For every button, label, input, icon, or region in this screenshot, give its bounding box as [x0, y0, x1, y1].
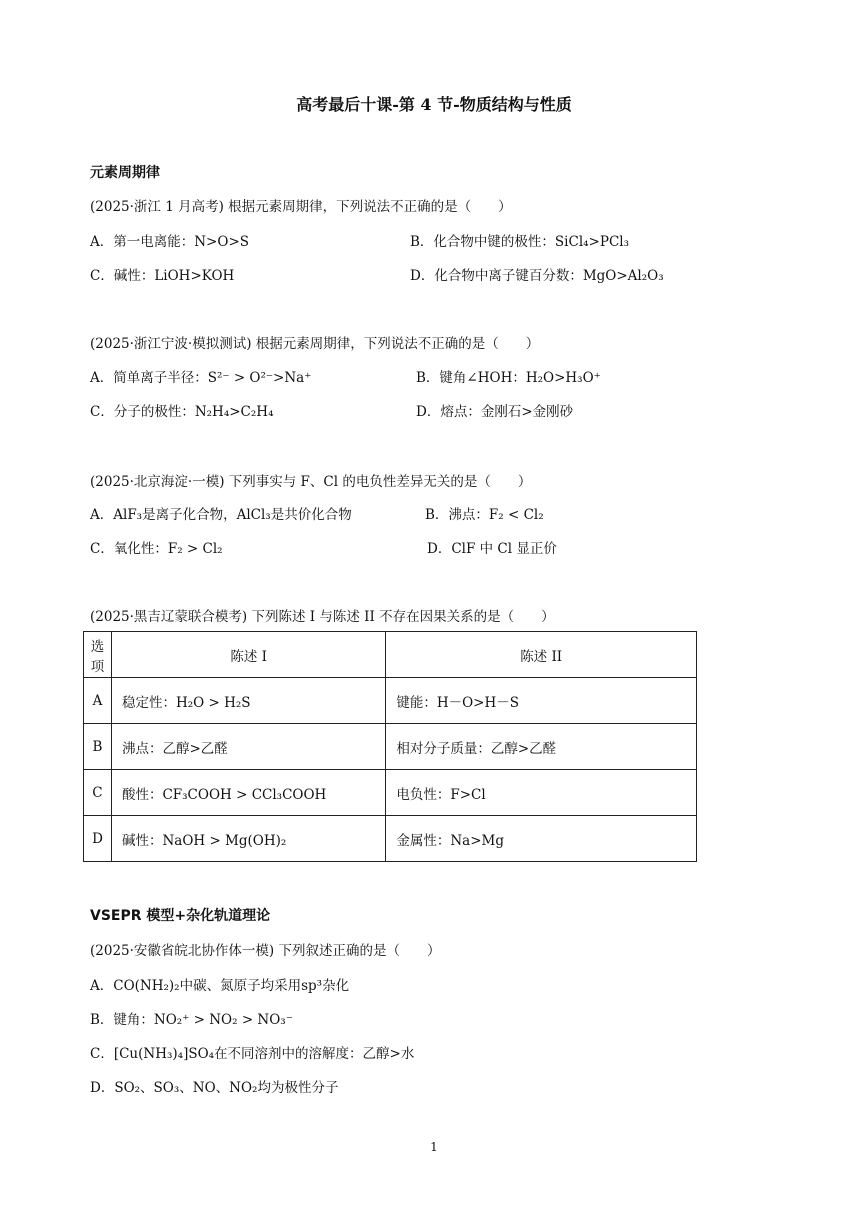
table-cell-statement-1: 碱性：NaOH > Mg(OH)₂ — [111, 816, 385, 862]
statement-table — [83, 631, 697, 862]
table-header-statement-1: 陈述 I — [111, 632, 385, 678]
question-3-option-c: C．氧化性：F₂ > Cl₂ — [90, 541, 223, 557]
question-1-option-d: D．化合物中离子键百分数：MgO>Al₂O₃ — [410, 268, 664, 284]
page-title: 高考最后十课-第 4 节-物质结构与性质 — [296, 95, 572, 114]
question-3-option-d: D．ClF 中 Cl 显正价 — [427, 541, 557, 557]
question-3-stem: (2025·北京海淀·一模) 下列事实与 F、Cl 的电负性差异无关的是（ ） — [90, 474, 532, 490]
question-5-stem: (2025·安徽省皖北协作体一模) 下列叙述正确的是（ ） — [90, 943, 441, 959]
question-3-option-a: A．AlF₃是离子化合物，AlCl₃是共价化合物 — [90, 507, 352, 523]
question-5-option-b: B．键角：NO₂⁺ > NO₂ > NO₃⁻ — [90, 1012, 293, 1028]
table-header-row — [84, 632, 697, 678]
question-1-option-b: B．化合物中键的极性：SiCl₄>PCl₃ — [410, 234, 629, 250]
table-cell-statement-2: 键能：H－O>H－S — [386, 678, 697, 724]
section-heading-vsepr: VSEPR 模型+杂化轨道理论 — [90, 908, 271, 924]
section-heading-periodic-law: 元素周期律 — [90, 165, 160, 181]
question-4-stem: (2025·黑吉辽蒙联合模考) 下列陈述 I 与陈述 II 不存在因果关系的是（ ） — [90, 609, 555, 625]
table-row — [84, 770, 697, 816]
table-cell-statement-1: 沸点：乙醇>乙醛 — [111, 724, 385, 770]
table-cell-statement-2: 金属性：Na>Mg — [386, 816, 697, 862]
table-cell-statement-1: 稳定性：H₂O > H₂S — [111, 678, 385, 724]
table-header-option: 选项 — [84, 632, 112, 678]
table-header-statement-2: 陈述 II — [386, 632, 697, 678]
table-cell-statement-2: 电负性：F>Cl — [386, 770, 697, 816]
table-cell-option: D — [84, 816, 112, 862]
table-row — [84, 724, 697, 770]
table-cell-option: C — [84, 770, 112, 816]
question-2-option-c: C．分子的极性：N₂H₄>C₂H₄ — [90, 404, 274, 420]
question-1-stem: (2025·浙江 1 月高考) 根据元素周期律，下列说法不正确的是（ ） — [90, 199, 512, 215]
table-cell-statement-2: 相对分子质量：乙醇>乙醛 — [386, 724, 697, 770]
table-row — [84, 678, 697, 724]
table-cell-option: A — [84, 678, 112, 724]
page-number: 1 — [430, 1140, 438, 1154]
question-2-stem: (2025·浙江宁波·模拟测试) 根据元素周期律，下列说法不正确的是（ ） — [90, 336, 540, 352]
question-2-option-d: D．熔点：金刚石>金刚砂 — [416, 404, 574, 420]
question-1-option-a: A．第一电离能：N>O>S — [90, 234, 250, 250]
question-5-option-c: C．[Cu(NH₃)₄]SO₄在不同溶剂中的溶解度：乙醇>水 — [90, 1046, 415, 1062]
table-cell-option: B — [84, 724, 112, 770]
question-1-option-c: C．碱性：LiOH>KOH — [90, 268, 235, 284]
question-5-option-d: D．SO₂、SO₃、NO、NO₂均为极性分子 — [90, 1080, 339, 1096]
question-5-option-a: A．CO(NH₂)₂中碳、氮原子均采用sp³杂化 — [90, 978, 350, 994]
table-cell-statement-1: 酸性：CF₃COOH > CCl₃COOH — [111, 770, 385, 816]
question-3-option-b: B．沸点：F₂ < Cl₂ — [425, 507, 544, 523]
table-row — [84, 816, 697, 862]
question-2-option-b: B．键角∠HOH：H₂O>H₃O⁺ — [416, 370, 601, 386]
question-2-option-a: A．简单离子半径：S²⁻ > O²⁻>Na⁺ — [90, 370, 312, 386]
